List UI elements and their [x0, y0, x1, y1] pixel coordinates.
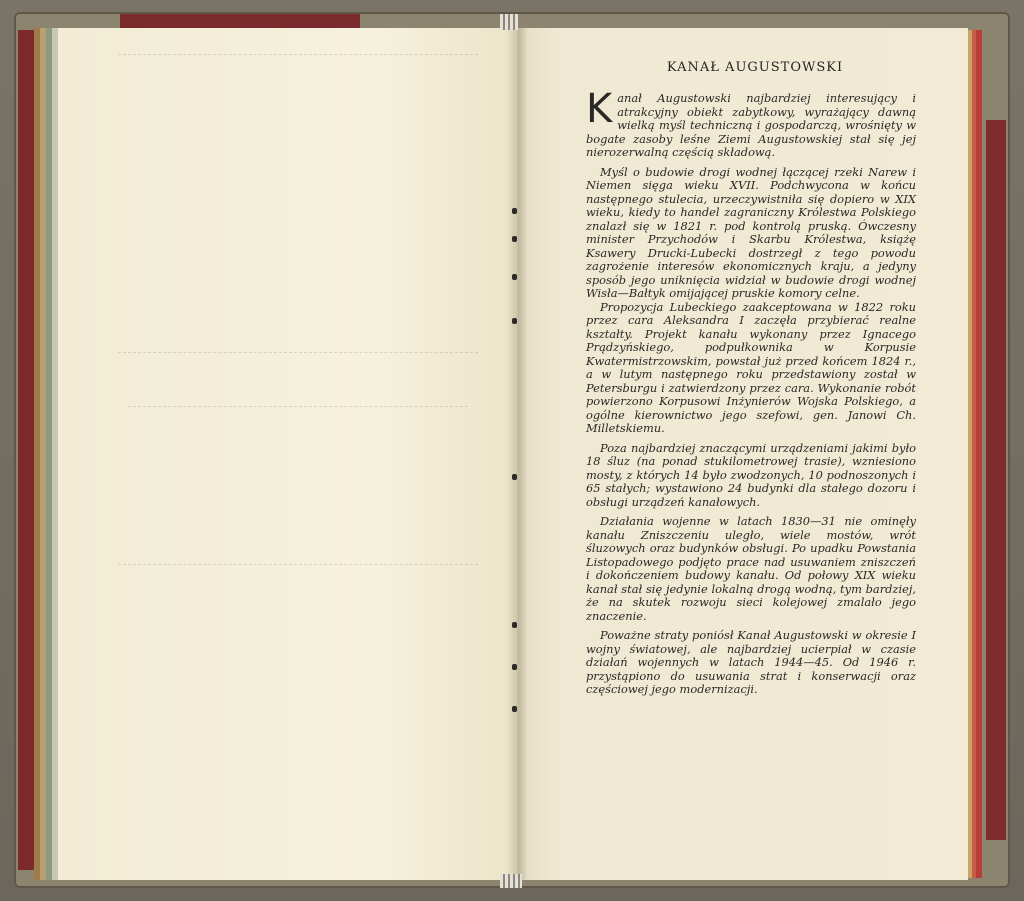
stitch-hole — [512, 208, 517, 214]
stitch-hole — [512, 706, 517, 712]
show-through-line — [118, 54, 478, 55]
stitch-hole — [512, 318, 517, 324]
stitch-hole — [512, 622, 517, 628]
paragraph: Poważne straty poniósł Kanał Augustowski w okresie I wojny światowej, ale najbardziej ucierpiał w czasie działań wojennych w latach 1944—45. Od 1946 r. przystąpiono do usuwania strat i konserwacji oraz częściowej jego modernizacji. — [586, 628, 916, 696]
drop-cap: K — [586, 86, 613, 132]
show-through-line — [128, 406, 468, 407]
paragraph: Poza najbardziej znaczącymi urządzeniami jakimi było 18 śluz (na ponad stukilometrowej trasie), wzniesiono mosty, z których 14 było zwodzonych, 10 podnoszonych i 65 stałych; wystawiono 24 budynki dla stałego dozoru i obsługi urządzeń kanałowych. — [586, 440, 916, 509]
page-title: KANAŁ AUGUSTOWSKI — [666, 60, 844, 75]
stitch-hole — [512, 474, 517, 480]
stitch-hole — [512, 274, 517, 280]
show-through-line — [118, 352, 478, 353]
cover-red-edge-right — [986, 120, 1006, 840]
paragraph-text: anał Augustowski najbardziej interesujący i atrakcyjny obiekt zabytkowy, wyrażający dawną wielką myśl techniczną i gospodarczą, wrośnięty w bogate zasoby leśne Ziemi Augustowskiej stał się jej nierozerwalną częścią składową. — [586, 91, 916, 159]
paragraph: Działania wojenne w latach 1830—31 nie ominęły kanału Zniszczeniu uległo, wiele mostów, wrót śluzowych oraz budynków obsługi. Po upadku Powstania Listopadowego podjęto prace nad usuwaniem zniszczeń i dokończeniem budowy kanału. Od połowy XIX wieku kanał stał się jedynie lokalną drogą wodną, tym bardziej, że na skutek rozwoju sieci kolejowej zmalało jego znaczenie. — [586, 514, 916, 623]
binding-thread-bottom — [500, 874, 522, 888]
left-page-blank — [58, 28, 519, 880]
stitch-hole — [512, 664, 517, 670]
paragraph — [586, 86, 916, 160]
paragraph: Myśl o budowie drogi wodnej łączącej rzeki Narew i Niemen sięga wieku XVII. Podchwycona w końcu następnego stulecia, urzeczywistniła się dopiero w XIX wieku, kiedy to handel zagraniczny Królestwa Polskiego znalazł się w 1821 r. pod kontrolą pruską. Ówczesny minister Przychodów i Skarbu Królestwa, książę Ksawery Drucki-Lubecki dostrzegł z tego powodu zagrożenie interesów ekonomicznych kraju, a jedyny sposób jego uniknięcia widział w budowie drogi wodnej Wisła—Bałtyk omijającej pruskie komory celne. — [586, 164, 916, 300]
paragraph: Propozycja Lubeckiego zaakceptowana w 1822 roku przez cara Aleksandra I zaczęła przybierać realne kształty. Projekt kanału wykonany przez Ignacego Prądzyńskiego, podpułkownika w Korpusie Kwatermistrzowskim, powstał już przed końcem 1824 r., a w lutym następnego roku przedstawiony został w Petersburgu i zatwierdzony przez cara. Wykonanie robót powierzono Korpusowi Inżynierów Wojska Polskiego, a ogólne kierownictwo jego szefowi, gen. Janowi Ch. Milletskiemu. — [586, 299, 916, 435]
show-through-line — [118, 564, 478, 565]
stitch-hole — [512, 236, 517, 242]
binding-thread-top — [500, 14, 518, 30]
body-text — [586, 86, 916, 697]
book-gutter — [506, 28, 528, 880]
